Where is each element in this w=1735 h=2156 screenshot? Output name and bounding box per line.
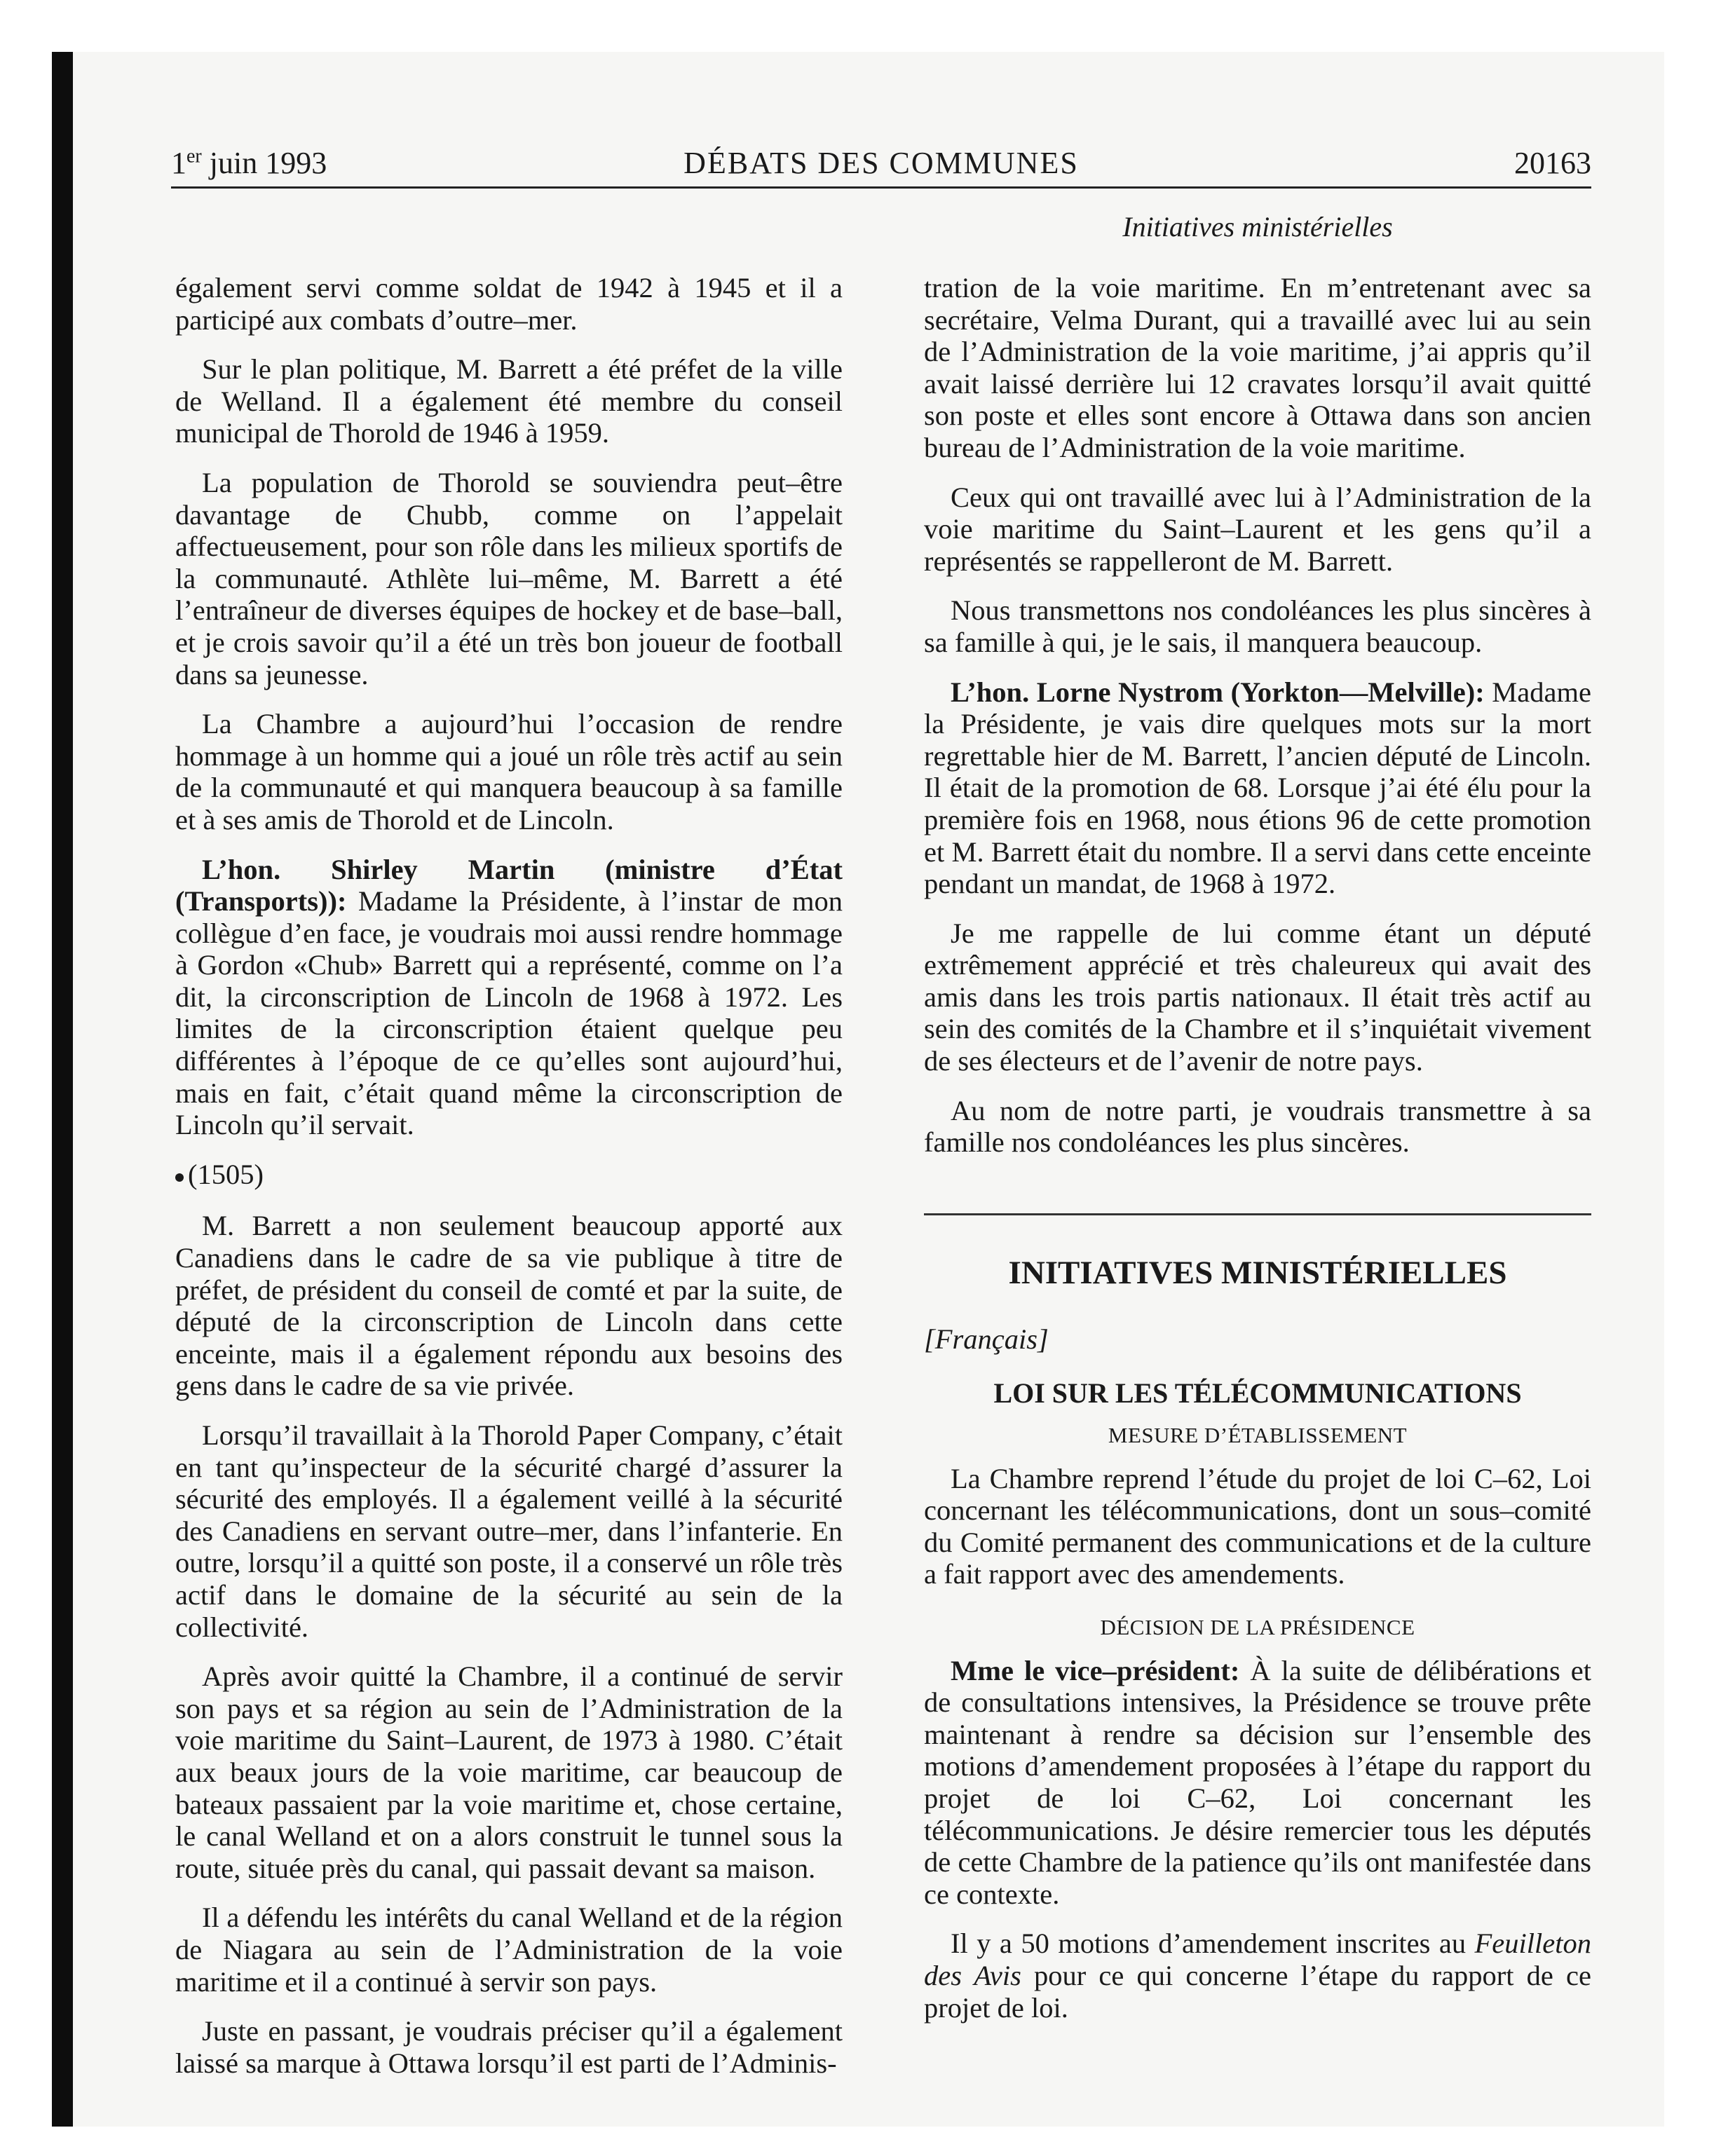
page-number: 20163 bbox=[1514, 146, 1591, 180]
speaker-name: Mme le vice–président: bbox=[951, 1654, 1240, 1686]
bill-title: LOI SUR LES TÉLÉCOMMUNICATIONS bbox=[993, 1377, 1522, 1410]
left-column bbox=[175, 272, 843, 2096]
speaker-name: L’hon. Shirley Martin (ministre d’État (Transports)): bbox=[175, 853, 843, 917]
page-header bbox=[171, 137, 1591, 186]
paragraph: Il a défendu les intérêts du canal Welland et de la région de Niagara au sein de l’Administration de la voie maritime et il a continué à servir son pays. bbox=[175, 1902, 843, 1998]
paragraph: Au nom de notre parti, je voudrais transmettre à sa famille nos condoléances les plus sincères. bbox=[924, 1094, 1591, 1159]
paragraph: L’hon. Lorne Nystrom (Yorkton—Melville): Madame la Présidente, je vais dire quelques mots sur la mort regrettable hier de M. Barrett, l’ancien député de Lincoln. Il était de la promotion de 68. Lorsque j’ai été élu pour la première fois en 1968, nous étions 96 de cette promotion et M. Barrett était du nombre. Il a servi dans cette enceinte pendant un mandat, de 1968 à 1972. bbox=[924, 676, 1591, 900]
paragraph: également servi comme soldat de 1942 à 1945 et il a participé aux combats d’outre–mer. bbox=[175, 272, 843, 336]
bill-subtitle: MESURE D’ÉTABLISSEMENT bbox=[1108, 1423, 1408, 1448]
section-heading: INITIATIVES MINISTÉRIELLES bbox=[1008, 1254, 1507, 1291]
header-rule bbox=[171, 186, 1591, 189]
right-column bbox=[924, 272, 1591, 2041]
header-title: DÉBATS DES COMMUNES bbox=[683, 146, 1079, 180]
paragraph: Mme le vice–président: À la suite de délibérations et de consultations intensives, la Présidence se trouve prête maintenant à rendre sa décision sur l’ensemble des motions d’amendement proposées à l’étape du rapport du projet de loi C–62, Loi concernant les télécommunications. Je désire remercier tous les députés de cette Chambre de la patience qu’ils ont manifestée dans ce contexte. bbox=[924, 1654, 1592, 1910]
language-tag: [Français] bbox=[924, 1323, 1049, 1355]
running-header: Initiatives ministérielles bbox=[1122, 211, 1393, 243]
paragraph: Il y a 50 motions d’amendement inscrites au Feuilleton des Avis pour ce qui concerne l’étape du rapport de ce projet de loi. bbox=[924, 1928, 1591, 2024]
paragraph: M. Barrett a non seulement beaucoup apporté aux Canadiens dans le cadre de sa vie publique à titre de préfet, de président du conseil de comté et par la suite, de député de la circonscription de Lincoln dans cette enceinte, mais il a également répondu aux besoins des gens dans le cadre de sa vie privée. bbox=[175, 1210, 843, 1402]
paragraph: tration de la voie maritime. En m’entretenant avec sa secrétaire, Velma Durant, qui a travaillé avec lui au sein de l’Administration de la voie maritime, j’ai appris qu’il avait laissé derrière lui 12 cravates lorsqu’il avait quitté son poste et elles sont encore à Ottawa dans son ancien bureau de l’Administration de la voie maritime. bbox=[924, 272, 1591, 463]
header-date: 1er juin 1993 bbox=[171, 145, 327, 180]
paragraph: Après avoir quitté la Chambre, il a continué de servir son pays et sa région au sein de l’Administration de la voie maritime du Saint–Laurent, de 1973 à 1980. C’était aux beaux jours de la voie maritime, car beaucoup de bateaux passaient par la voie maritime et, chose certaine, le canal Welland et on a alors construit le tunnel sous la route, située près du canal, qui passait devant sa maison. bbox=[175, 1660, 843, 1884]
paragraph: Sur le plan politique, M. Barrett a été préfet de la ville de Welland. Il a également été membre du conseil municipal de Thorold de 1946 à 1959. bbox=[175, 353, 843, 449]
paragraph: Je me rappelle de lui comme étant un député extrêmement apprécié et très chaleureux qui avait des amis dans les trois partis nationaux. Il était très actif au sein des comités de la Chambre et il s’inquiétait vivement de ses électeurs et de l’avenir de notre pays. bbox=[924, 917, 1591, 1077]
paragraph: Juste en passant, je voudrais préciser qu’il a également laissé sa marque à Ottawa lorsqu’il est parti de l’Adminis- bbox=[175, 2015, 843, 2079]
paragraph: La Chambre a aujourd’hui l’occasion de rendre hommage à un homme qui a joué un rôle très actif au sein de la communauté et qui manquera beaucoup à sa famille et à ses amis de Thorold et de Lincoln. bbox=[175, 708, 843, 835]
time-marker: (1505) bbox=[175, 1159, 843, 1191]
section-divider bbox=[924, 1213, 1591, 1215]
paragraph: La population de Thorold se souviendra peut–être davantage de Chubb, comme on l’appelait affectueusement, pour son rôle dans les milieux sportifs de la communauté. Athlète lui–même, M. Barrett a été l’entraîneur de diverses équipes de hockey et de base–ball, et je crois savoir qu’il a été un très bon joueur de football dans sa jeunesse. bbox=[175, 466, 843, 690]
paragraph: Ceux qui ont travaillé avec lui à l’Administration de la voie maritime du Saint–Laurent et les gens qu’il a représentés se rappelleront de M. Barrett. bbox=[924, 481, 1591, 577]
paragraph: L’hon. Shirley Martin (ministre d’État (Transports)): Madame la Présidente, à l’instar de mon collègue d’en face, je voudrais moi aussi rendre hommage à Gordon «Chub» Barrett qui a représenté, comme on l’a dit, la circonscription de Lincoln de 1968 à 1972. Les limites de la circonscription étaient quelque peu différentes à l’époque de ce qu’elles sont aujourd’hui, mais en fait, c’était quand même la circonscription de Lincoln qu’il servait. bbox=[175, 853, 843, 1141]
scan-edge bbox=[52, 52, 73, 2127]
speaker-name: L’hon. Lorne Nystrom (Yorkton—Melville): bbox=[951, 676, 1485, 708]
paragraph: Nous transmettons nos condoléances les plus sincères à sa famille à qui, je le sais, il manquera beaucoup. bbox=[924, 594, 1591, 658]
paragraph: La Chambre reprend l’étude du projet de loi C–62, Loi concernant les télécommunications, dont un sous–comité du Comité permanent des communications et de la culture a fait rapport avec des amendements. bbox=[924, 1462, 1591, 1590]
bullet-icon bbox=[175, 1173, 184, 1182]
ruling-heading: DÉCISION DE LA PRÉSIDENCE bbox=[1100, 1615, 1415, 1639]
paragraph: Lorsqu’il travaillait à la Thorold Paper Company, c’était en tant qu’inspecteur de la sécurité chargé d’assurer la sécurité des employés. Il a également veillé à la sécurité des Canadiens en servant outre–mer, dans l’infanterie. En outre, lorsqu’il a quitté son poste, il a conservé un rôle très actif dans le domaine de la sécurité au sein de la collectivité. bbox=[175, 1419, 843, 1643]
